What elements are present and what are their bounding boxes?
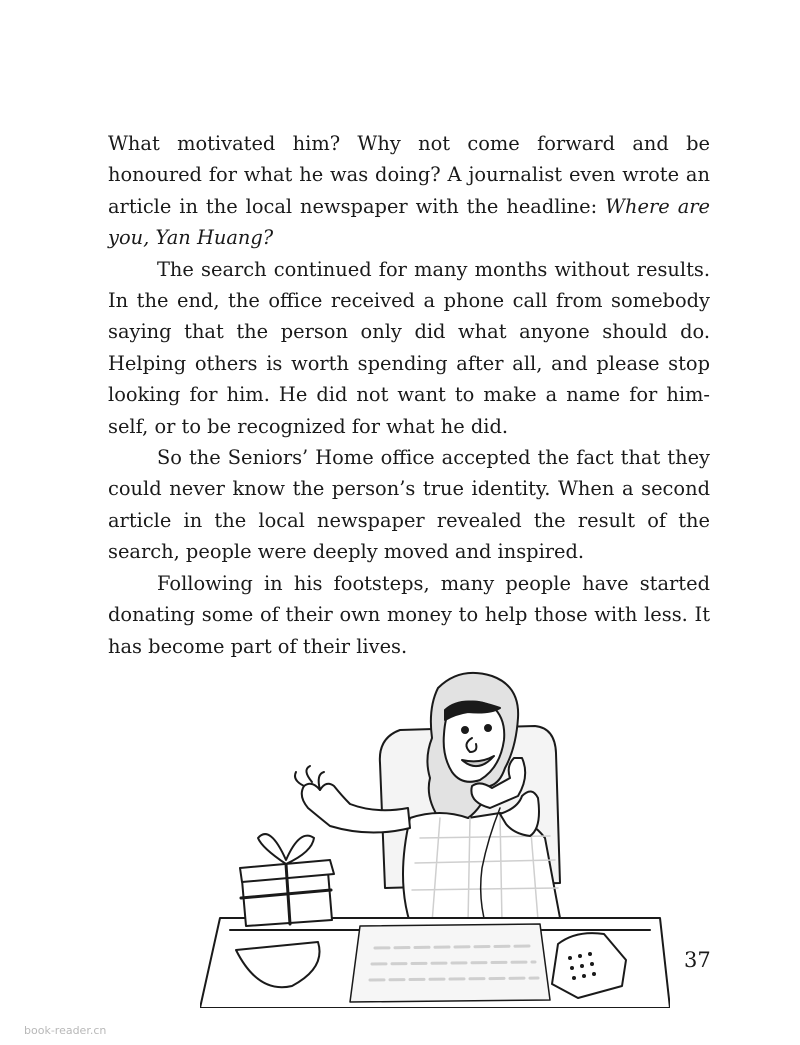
paragraph-2: The search continued for many months without results. In the end, the office received a phone call from somebody saying that the person only did what anyone should do. Helping others is worth spending after all, and please stop looking for him. He did not want to make a name for him-self, or to be recognized for what he did. (108, 257, 710, 438)
left-eye (462, 727, 468, 733)
paragraph-1 (108, 128, 710, 254)
page-number: 37 (684, 948, 711, 972)
paragraph-3: So the Seniors’ Home office accepted the fact that they could never know the person’s true identity. When a second article in the local newspaper revealed the result of the search, people were deeply moved and inspired. (108, 446, 710, 564)
paragraph-4: Following in his footsteps, many people have started donating some of their own money to help those with less. It has become part of their lives. (108, 571, 710, 658)
paragraph-1-text: What motivated him? Why not come forward and be honoured for what he was doing? A journalist even wrote an article in the local newspaper with the headline: (108, 132, 710, 218)
illustration-drawing (200, 668, 670, 1008)
watermark: book-reader.cn (24, 1024, 107, 1037)
illustration-woman-on-phone (200, 668, 670, 1008)
right-eye (485, 725, 491, 731)
newspaper-headline: Where are you, Yan Huang? (108, 194, 711, 250)
gift-bow (258, 834, 314, 864)
body-text (108, 128, 710, 662)
